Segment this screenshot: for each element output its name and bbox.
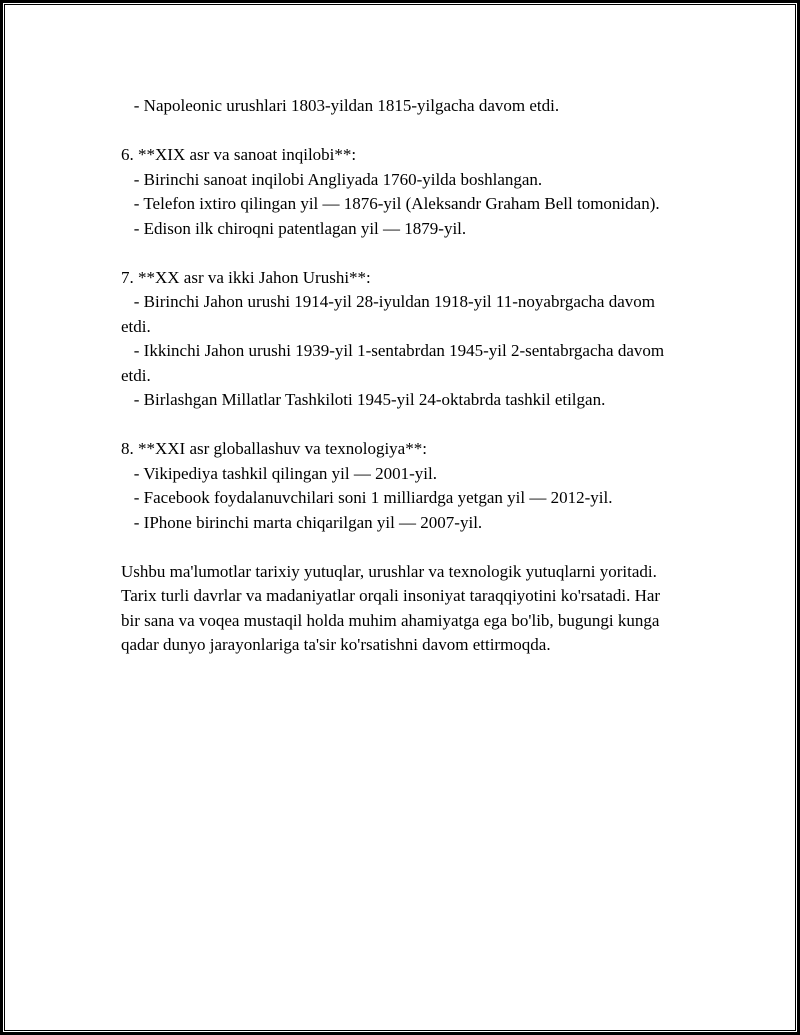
- list-item: - Facebook foydalanuvchilari soni 1 milliardga yetgan yil — 2012-yil.: [121, 488, 613, 507]
- list-item: - Telefon ixtiro qilingan yil — 1876-yil (Aleksandr Graham Bell tomonidan).: [121, 194, 660, 213]
- list-item: - Birlashgan Millatlar Tashkiloti 1945-yil 24-oktabrda tashkil etilgan.: [121, 390, 606, 409]
- document-body: [121, 94, 681, 658]
- section-heading: 8. **XXI asr globallashuv va texnologiya**:: [121, 439, 427, 458]
- list-item: - Birinchi sanoat inqilobi Angliyada 1760-yilda boshlangan.: [121, 169, 543, 189]
- list-item: - IPhone birinchi marta chiqarilgan yil — 2007-yil.: [121, 512, 483, 532]
- list-item: - Napoleonic urushlari 1803-yildan 1815-yilgacha davom etdi.: [121, 96, 560, 115]
- list-item: - Birinchi Jahon urushi 1914-yil 28-iyuldan 1918-yil 11-noyabrgacha davom etdi.: [121, 292, 660, 336]
- list-item: - Vikipediya tashkil qilingan yil — 2001-yil.: [121, 463, 437, 483]
- section-heading: 6. **XIX asr va sanoat inqilobi**:: [121, 145, 357, 164]
- section-xxi-century: [121, 437, 681, 535]
- section-xix-century: [121, 143, 681, 241]
- list-item: - Ikkinchi Jahon urushi 1939-yil 1-sentabrdan 1945-yil 2-sentabrgacha davom etdi.: [121, 341, 669, 385]
- section-xx-century: [121, 266, 681, 413]
- list-item: - Edison ilk chiroqni patentlagan yil — 1879-yil.: [121, 218, 467, 238]
- section-heading: 7. **XX asr va ikki Jahon Urushi**:: [121, 267, 371, 287]
- closing-paragraph: Ushbu ma'lumotlar tarixiy yutuqlar, urushlar va texnologik yutuqlarni yoritadi. Tarix turli davrlar va madaniyatlar orqali insoniyat taraqqiyotini ko'rsatadi. Har bir sana va voqea mustaqil holda muhim ahamiyatga ega bo'lib, bugungi kunga qadar dunyo jarayonlariga ta'sir ko'rsatishni davom ettirmoqda.: [121, 561, 661, 654]
